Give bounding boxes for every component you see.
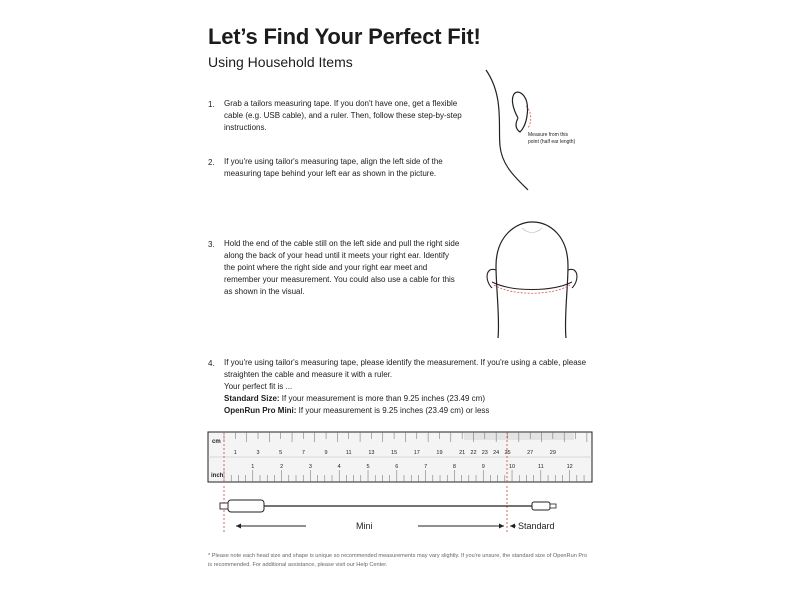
ruler-inch-number: 3	[308, 464, 312, 470]
ruler-cm-number: 19	[436, 450, 443, 456]
step-3-line: Hold the end of the cable still on the left side and pull the right side	[224, 239, 460, 248]
fit-mini-text: If your measurement is 9.25 inches (23.49 cm) or less	[296, 406, 490, 415]
ruler-inch-number: 4	[337, 464, 341, 470]
ear-illustration	[470, 66, 610, 196]
ear-caption-line2: point (half ear length)	[528, 139, 576, 145]
ruler-inch-number: 8	[452, 464, 456, 470]
page-subtitle: Using Household Items	[208, 54, 353, 70]
step-3-number: 3.	[208, 240, 215, 249]
ruler-inch-number: 11	[537, 464, 544, 470]
fit-standard-label: Standard Size:	[224, 394, 280, 403]
ruler-inch-number: 2	[280, 464, 284, 470]
ruler-inch-number: 5	[366, 464, 370, 470]
ruler-cm-number: 29	[549, 450, 556, 456]
ruler-cm-number: 1	[233, 450, 237, 456]
page-title: Let’s Find Your Perfect Fit!	[208, 24, 481, 49]
cable-plug-left	[228, 500, 264, 512]
cable-label-mini: Mini	[356, 521, 373, 531]
step-1-text	[224, 98, 462, 134]
ruler-inch-number: 10	[508, 464, 516, 470]
step-1-line: cable (e.g. USB cable), and a ruler. Then, follow these step-by-step	[224, 111, 462, 120]
step-1-line: Grab a tailors measuring tape. If you don't have one, get a flexible	[224, 99, 458, 108]
ruler-cm-number: 22	[470, 450, 477, 456]
step-2-line: measuring tape behind your left ear as shown in the picture.	[224, 169, 437, 178]
fit-mini-label: OpenRun Pro Mini:	[224, 406, 297, 415]
ruler-cm-number: 3	[256, 450, 260, 456]
ruler	[206, 430, 596, 484]
ruler-cm-number: 9	[324, 450, 328, 456]
ruler-cm-number: 7	[301, 450, 305, 456]
cable-plug-right	[532, 502, 550, 510]
ruler-inch-number: 6	[395, 464, 399, 470]
step-3-line: remember your measurement. You could also use a cable for this	[224, 275, 455, 284]
ruler-inch-label: inch	[211, 473, 224, 479]
ruler-cm-number: 13	[368, 450, 375, 456]
ruler-cm-number: 25	[504, 450, 511, 456]
fit-mini	[224, 405, 586, 417]
step-4-line: If you're using tailor's measuring tape, please identify the measurement. If you're using a cable, please	[224, 358, 587, 367]
step-4-line: straighten the cable and measure it with a ruler.	[224, 370, 393, 379]
step-3-line: as shown in the visual.	[224, 287, 305, 296]
fit-standard	[224, 393, 586, 405]
step-2-line: If you're using tailor's measuring tape, align the left side of the	[224, 157, 443, 166]
head-illustration	[482, 218, 582, 340]
step-2-number: 2.	[208, 158, 215, 167]
fit-standard-text: If your measurement is more than 9.25 inches (23.49 cm)	[279, 394, 486, 403]
cable-label-standard: Standard	[518, 521, 555, 531]
fit-intro: Your perfect fit is ...	[224, 382, 293, 391]
step-3-line: the point where the right side and your right ear meet and	[224, 263, 428, 272]
ruler-inch-number: 12	[566, 464, 573, 470]
step-3-line: along the back of your head until it meets your right ear. Identify	[224, 251, 450, 260]
step-4-number: 4.	[208, 359, 215, 368]
ruler-cm-number: 15	[391, 450, 398, 456]
ruler-cm-number: 24	[493, 450, 500, 456]
step-4-text	[224, 357, 586, 417]
step-2-text	[224, 156, 443, 180]
ruler-inch-number: 9	[481, 464, 485, 470]
footnote: * Please note each head size and shape is unique so recommended measurements may vary slightly. If you're unsure, the standard size of OpenRun Pro is recommended. For additional assistance, please visit our Help Center.	[208, 553, 588, 568]
ruler-cm-number: 11	[345, 450, 352, 456]
ruler-cm-number: 21	[459, 450, 466, 456]
ruler-cm-number: 23	[481, 450, 488, 456]
ruler-inch-number: 7	[424, 464, 428, 470]
step-3-text	[224, 238, 459, 298]
ear-caption-line1: Measure from this	[528, 132, 569, 138]
ruler-cm-label: cm	[212, 439, 221, 445]
ruler-cm-number: 5	[279, 450, 283, 456]
ruler-cm-number: 27	[527, 450, 534, 456]
ruler-inch-number: 1	[251, 464, 255, 470]
cable-diagram	[206, 486, 596, 538]
ruler-cm-number: 17	[413, 450, 420, 456]
step-1-number: 1.	[208, 100, 215, 109]
step-1-line: instructions.	[224, 123, 267, 132]
